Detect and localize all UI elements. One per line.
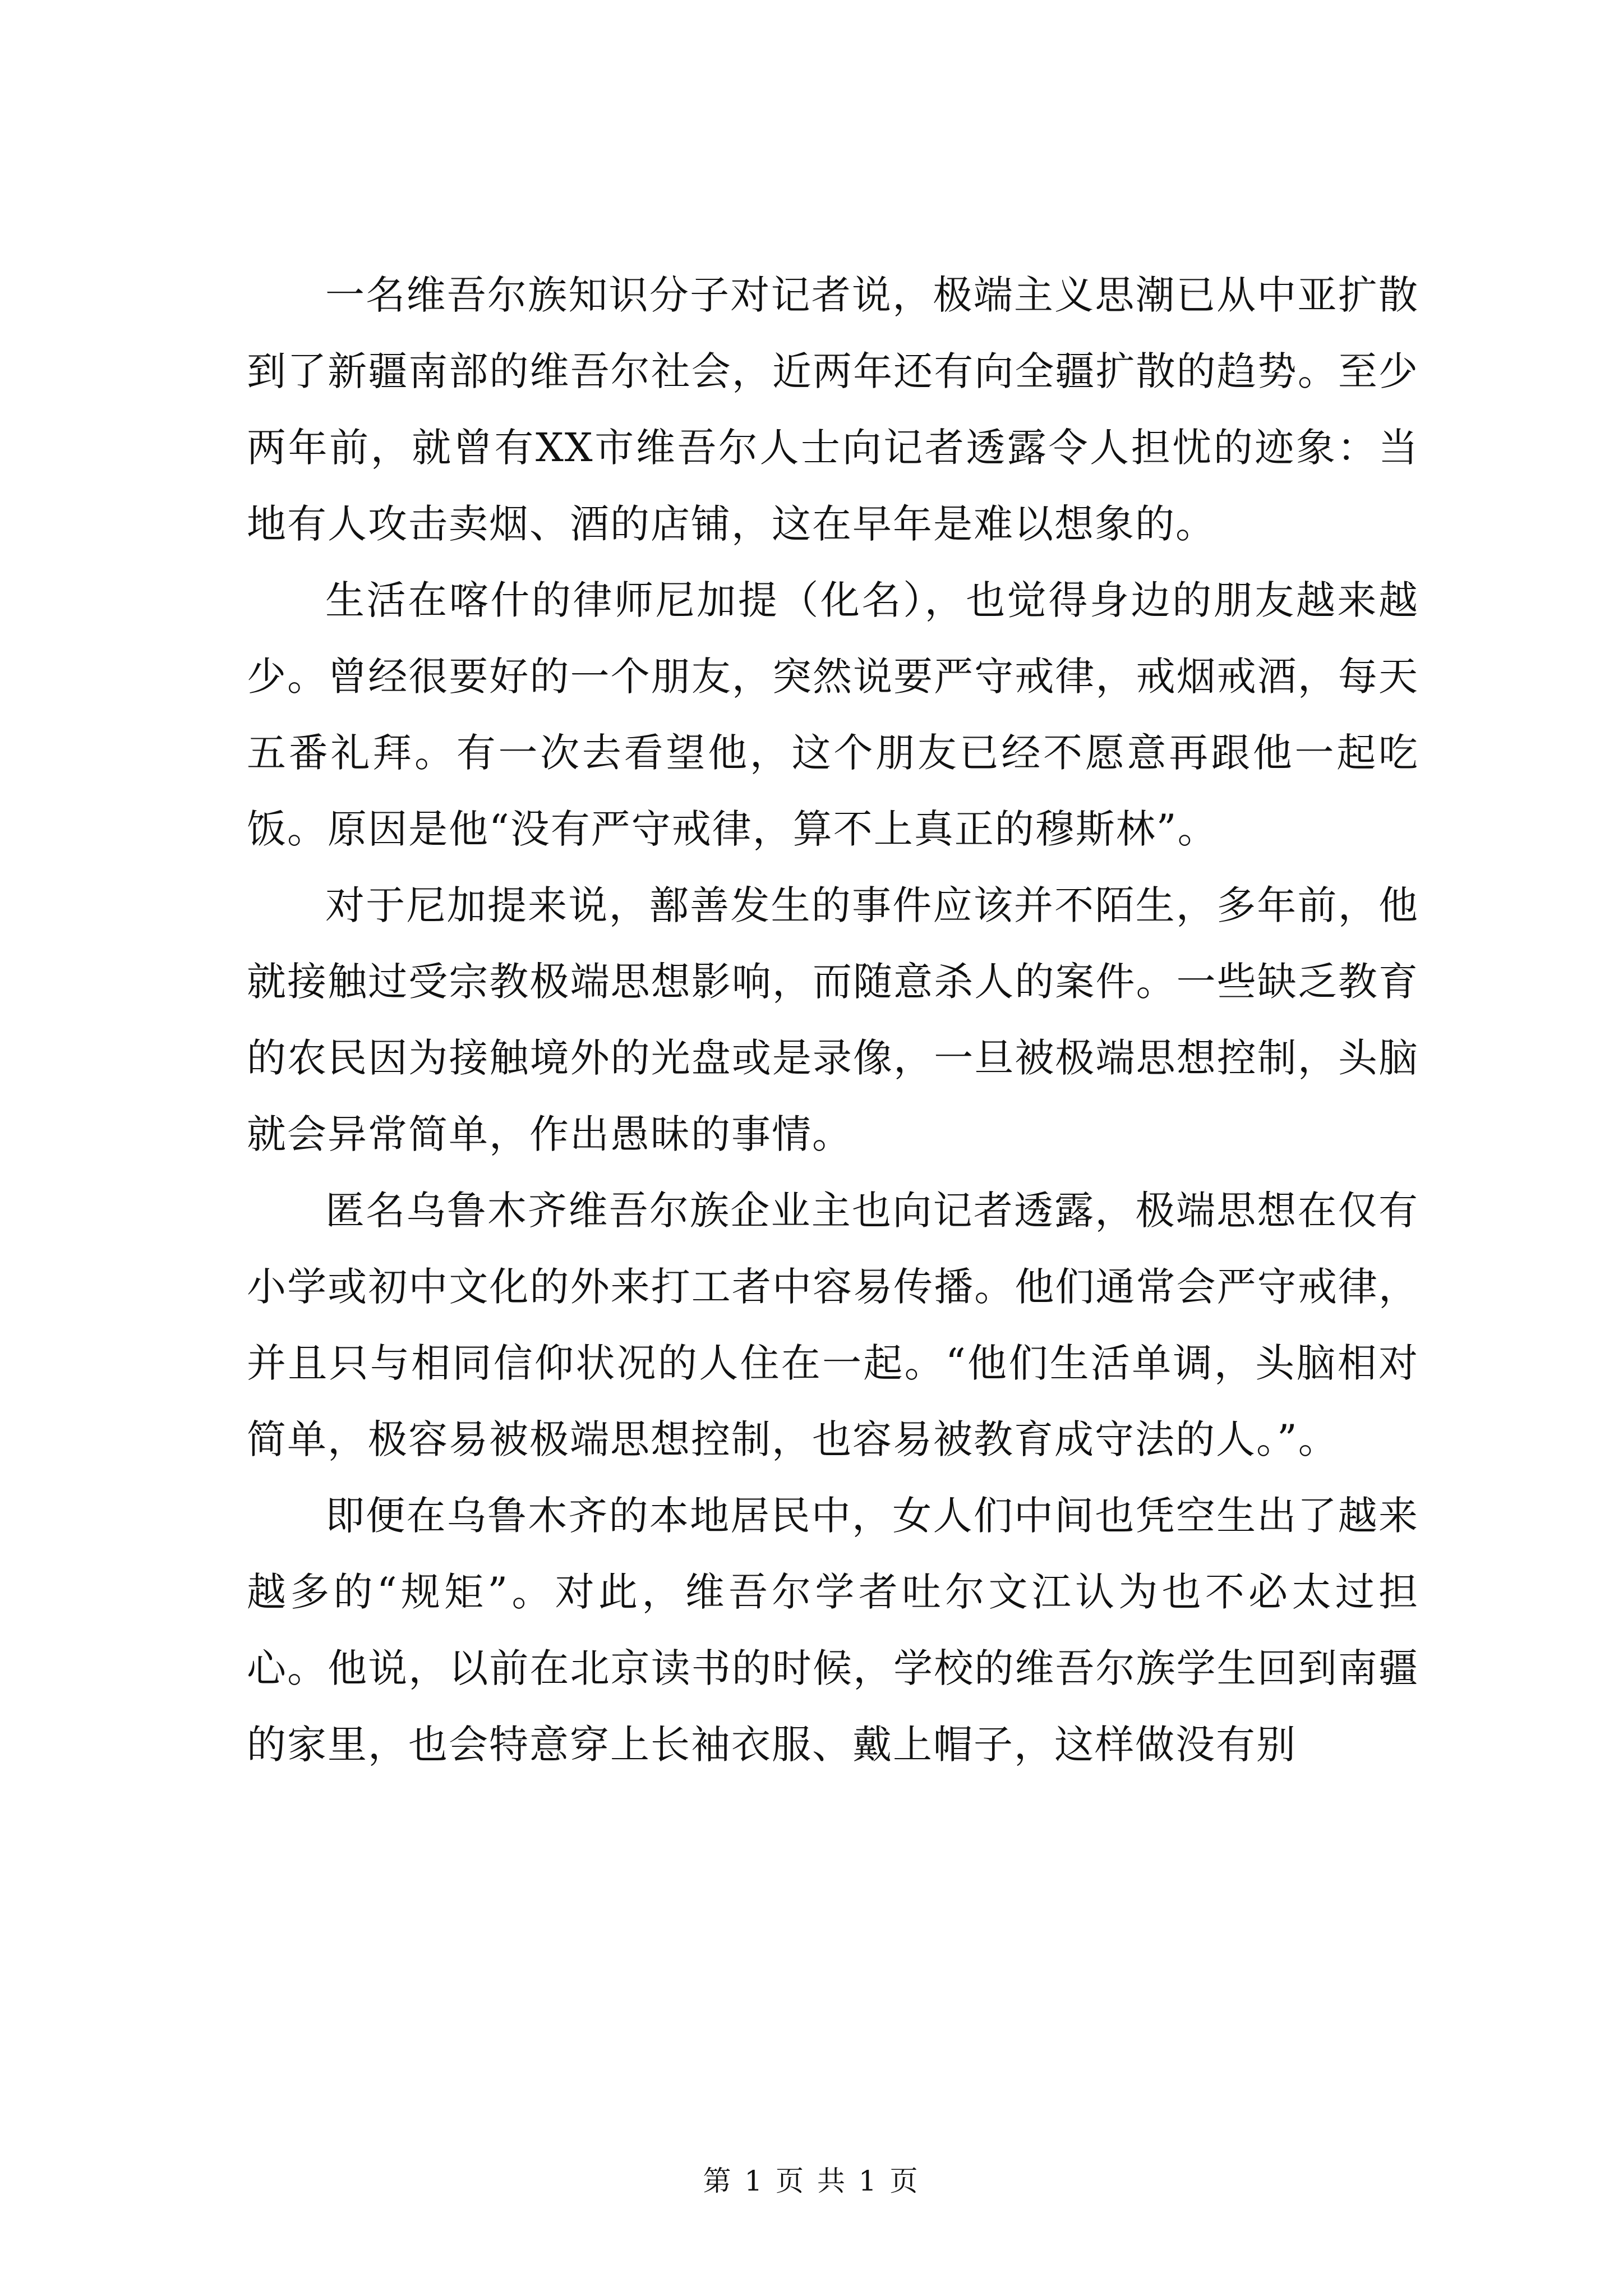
document-body [247, 257, 1419, 1783]
paragraph-1: 一名维吾尔族知识分子对记者说，极端主义思潮已从中亚扩散到了新疆南部的维吾尔社会，近两年还有向全疆扩散的趋势。至少两年前，就曾有XX市维吾尔人士向记者透露令人担忧的迹象：当地有人攻击卖烟、酒的店铺，这在早年是难以想象的。 [247, 272, 1419, 547]
paragraph-4: 匿名乌鲁木齐维吾尔族企业主也向记者透露，极端思想在仅有小学或初中文化的外来打工者中容易传播。他们通常会严守戒律，并且只与相同信仰状况的人住在一起。“他们生活单调，头脑相对简单，极容易被极端思想控制，也容易被教育成守法的人。”。 [247, 1188, 1419, 1462]
paragraph-3: 对于尼加提来说，鄯善发生的事件应该并不陌生，多年前，他就接触过受宗教极端思想影响，而随意杀人的案件。一些缺乏教育的农民因为接触境外的光盘或是录像，一旦被极端思想控制，头脑就会异常简单，作出愚昧的事情。 [247, 882, 1419, 1157]
paragraph-5: 即便在乌鲁木齐的本地居民中，女人们中间也凭空生出了越来越多的“规矩”。对此，维吾尔学者吐尔文江认为也不必太过担心。他说，以前在北京读书的时候，学校的维吾尔族学生回到南疆的家里，也会特意穿上长袖衣服、戴上帽子，这样做没有别 [247, 1493, 1419, 1768]
paragraph-2: 生活在喀什的律师尼加提（化名），也觉得身边的朋友越来越少。曾经很要好的一个朋友，突然说要严守戒律，戒烟戒酒，每天五番礼拜。有一次去看望他，这个朋友已经不愿意再跟他一起吃饭。原因是他“没有严守戒律，算不上真正的穆斯林”。 [247, 577, 1419, 852]
page-footer: 第 1 页 共 1 页 [703, 2165, 920, 2197]
